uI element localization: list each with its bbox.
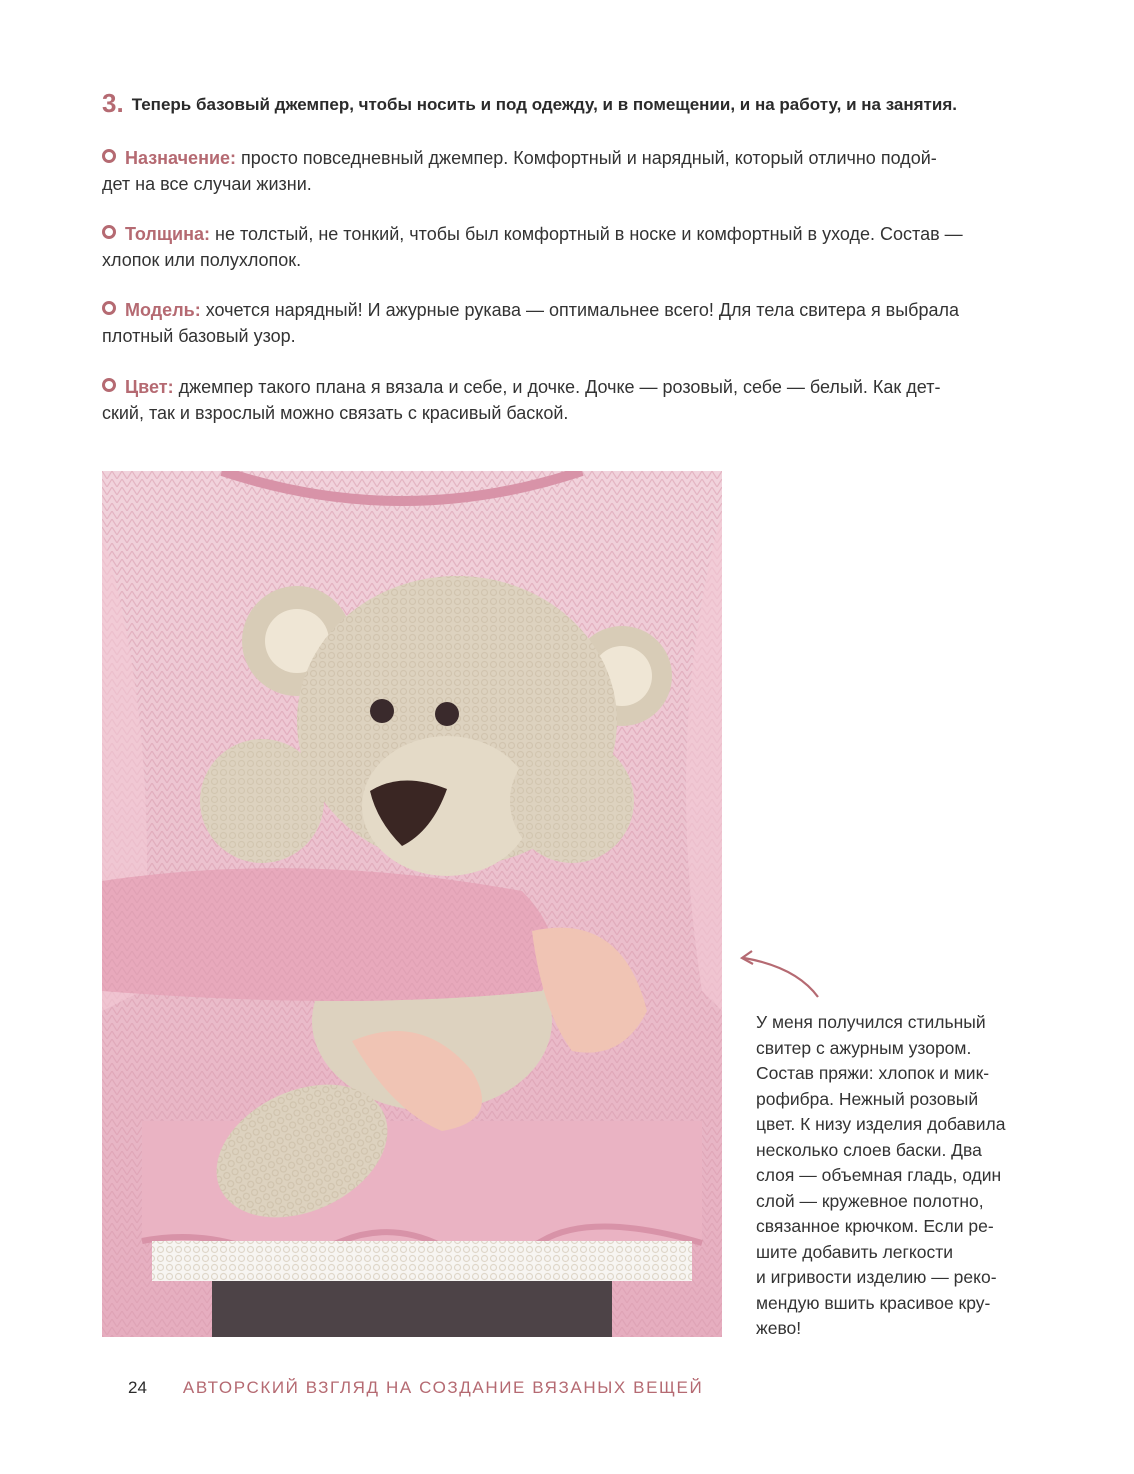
- item-model: [102, 297, 1042, 349]
- section-number: 3.: [102, 88, 124, 118]
- page-number: 24: [128, 1378, 147, 1397]
- sweater-with-bear-illustration: [102, 471, 722, 1337]
- caption-line: жево!: [756, 1318, 802, 1338]
- caption-line: и игривости изделию — реко-: [756, 1267, 997, 1287]
- item-label: Назначение:: [125, 148, 237, 168]
- item-color: [102, 374, 1042, 426]
- caption-line: мендую вшить красивое кру-: [756, 1292, 991, 1313]
- section-heading: [102, 88, 1062, 119]
- ring-bullet-icon: [102, 378, 116, 392]
- caption-line: слоя — объемная гладь, один: [756, 1165, 1002, 1185]
- caption-line: шите добавить легкости: [756, 1241, 954, 1262]
- item-text-line: не толстый, не тонкий, чтобы был комфортный в носке и комфортный в уходе. Состав —: [215, 224, 963, 244]
- item-thickness: [102, 221, 1042, 273]
- running-title: АВТОРСКИЙ ВЗГЛЯД НА СОЗДАНИЕ ВЯЗАНЫХ ВЕЩЕЙ: [182, 1378, 704, 1397]
- caption-line: свитер с ажурным узором.: [756, 1037, 972, 1058]
- caption-line: несколько слоев баски. Два: [756, 1139, 982, 1160]
- item-text-line: просто повседневный джемпер. Комфортный и нарядный, который отлично подой-: [241, 148, 937, 168]
- caption-line: Состав пряжи: хлопок и мик-: [756, 1063, 990, 1083]
- section-heading-text: Теперь базовый джемпер, чтобы носить и под одежду, и в помещении, и на работу, и на занятия.: [131, 95, 957, 114]
- ring-bullet-icon: [102, 225, 116, 239]
- item-label: Толщина:: [125, 224, 210, 244]
- ring-bullet-icon: [102, 301, 116, 315]
- caption-line: цвет. К низу изделия добавила: [756, 1114, 1006, 1134]
- item-label: Цвет:: [125, 377, 174, 397]
- caption-line: слой — кружевное полотно,: [756, 1190, 984, 1211]
- photo-caption: [756, 1010, 1056, 1342]
- item-text-line: джемпер такого плана я вязала и себе, и дочке. Дочке — розовый, себе — белый. Как дет-: [178, 377, 941, 397]
- caption-line: У меня получился стильный: [756, 1012, 986, 1032]
- page-footer: [128, 1378, 703, 1398]
- item-text-line: хочется нарядный! И ажурные рукава — оптимальнее всего! Для тела свитера я выбрала: [205, 300, 960, 320]
- ring-bullet-icon: [102, 149, 116, 163]
- item-text-line: хлопок или полухлопок.: [102, 250, 302, 270]
- item-text-line: плотный базовый узор.: [102, 326, 296, 346]
- pointer-arrow-icon: [736, 942, 826, 1002]
- caption-line: связанное крючком. Если ре-: [756, 1216, 994, 1236]
- sweater-photo: [102, 471, 722, 1337]
- item-text-line: ский, так и взрослый можно связать с красивый баской.: [102, 403, 569, 423]
- item-label: Модель:: [125, 300, 201, 320]
- item-text-line: дет на все случаи жизни.: [102, 174, 312, 194]
- item-purpose: [102, 145, 1042, 197]
- caption-line: рофибра. Нежный розовый: [756, 1088, 979, 1109]
